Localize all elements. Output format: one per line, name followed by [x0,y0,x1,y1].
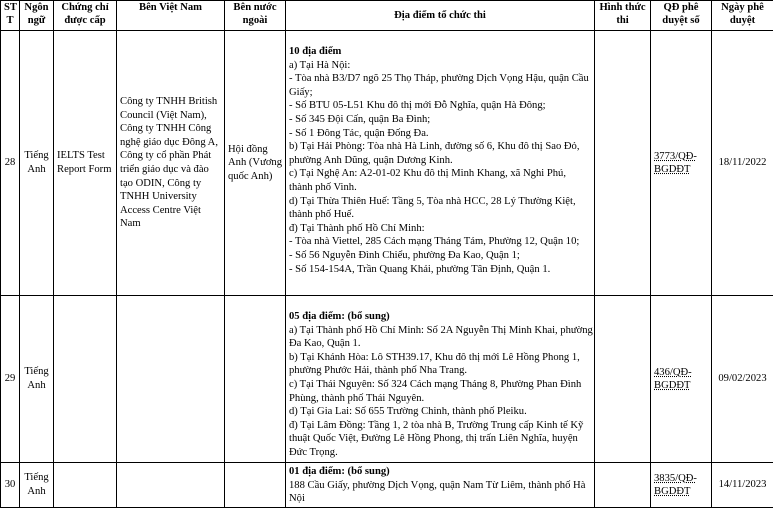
cell-ben-nn [225,463,286,508]
header-row [1,1,773,31]
location-line: thành phố Huế. [289,208,591,222]
location-count: 05 địa điểm: (bổ sung) [289,310,591,324]
qd-number-link[interactable]: 3773/QĐ- [654,150,708,163]
cell-qd[interactable] [651,31,712,296]
cell-dia-diem [286,31,595,296]
cell-ngon-ngu: Tiếng Anh [20,463,54,508]
location-line: - Số BTU 05-L51 Khu đô thị mới Đỗ Nghĩa, quận Hà Đông; [289,99,591,113]
header-ben-nn: Bên nước ngoài [225,1,286,31]
location-line: đ) Tại Thành phố Hồ Chí Minh: [289,222,591,236]
location-line: - Số 345 Đội Cấn, quận Ba Đình; [289,113,591,127]
location-line: - Số 154-154A, Trần Quang Khải, phường Tân Định, Quận 1. [289,263,591,277]
location-line: c) Tại Thái Nguyên: Số 324 Cách mạng Tháng 8, Phường Phan Đình [289,378,591,392]
location-line: b) Tại Khánh Hòa: Lô STH39.17, Khu đô thị mới Lê Hồng Phong 1, [289,351,591,365]
cell-hinh-thuc [595,31,651,296]
cell-stt: 30 [1,463,20,508]
location-line: c) Tại Nghệ An: A2-01-02 Khu đô thị Minh Khang, xã Nghi Phú, [289,167,591,181]
header-ngon-ngu: Ngôn ngữ [20,1,54,31]
cell-ben-vn [117,463,225,508]
location-count: 01 địa điểm: (bổ sung) [289,465,591,479]
cell-ngon-ngu: Tiếng Anh [20,31,54,296]
location-line: đ) Tại Lâm Đồng: Tầng 1, 2 tòa nhà B, Trường Trung cấp Kinh tế Kỹ [289,419,591,433]
location-line: phường Anh Dũng, quận Dương Kinh. [289,154,591,168]
qd-number-link[interactable]: BGDĐT [654,163,708,176]
header-ben-vn: Bên Việt Nam [117,1,225,31]
cell-qd[interactable] [651,463,712,508]
location-line: thành phố Vinh. [289,181,591,195]
cell-hinh-thuc [595,463,651,508]
qd-number-link[interactable]: 3835/QĐ- [654,472,708,485]
cell-chung-chi [54,296,117,463]
cell-stt: 28 [1,31,20,296]
cell-chung-chi: IELTS Test Report Form [54,31,117,296]
location-line: - Tòa nhà B3/D7 ngõ 25 Thọ Tháp, phường Dịch Vọng Hậu, quận Cầu [289,72,591,86]
cell-ben-nn [225,296,286,463]
header-hinh-thuc: Hình thức thi [595,1,651,31]
table-row [1,296,773,463]
location-line: d) Tại Thừa Thiên Huế: Tầng 5, Tòa nhà HCC, 28 Lý Thường Kiệt, [289,195,591,209]
cell-qd[interactable] [651,296,712,463]
cell-ngay: 14/11/2023 [712,463,773,508]
location-line: d) Tại Gia Lai: Số 655 Trường Chinh, thành phố Pleiku. [289,405,591,419]
cell-ben-vn: Công ty TNHH British Council (Việt Nam), Công ty TNHH Công nghệ giáo dục Đông A, Công ty cổ phần Phát triển giáo dục và đào tạo ODIN, Công ty TNHH University Access Centre Việt Nam [117,31,225,296]
qd-number-link[interactable]: 436/QĐ- [654,366,708,379]
cell-stt: 29 [1,296,20,463]
location-line: thuật Quốc Việt, Đường Lê Hồng Phong, thị trấn Liên Nghĩa, huyện [289,432,591,446]
location-line: Phùng, thành phố Thái Nguyên. [289,392,591,406]
header-qd: QĐ phê duyệt số [651,1,712,31]
qd-number-link[interactable]: BGDĐT [654,379,708,392]
cell-chung-chi [54,463,117,508]
location-line: phường Phước Hải, thành phố Nha Trang. [289,364,591,378]
location-line: Đức Trọng. [289,446,591,460]
location-line: a) Tại Thành phố Hồ Chí Minh: Số 2A Nguyễn Thị Minh Khai, phường [289,324,591,338]
header-ngay: Ngày phê duyệt [712,1,773,31]
location-line: b) Tại Hải Phòng: Tòa nhà Hà Linh, đường số 6, Khu đô thị Sao Đỏ, [289,140,591,154]
cell-dia-diem [286,296,595,463]
cell-ngay: 09/02/2023 [712,296,773,463]
cell-ngay: 18/11/2022 [712,31,773,296]
cell-ben-nn: Hội đồng Anh (Vương quốc Anh) [225,31,286,296]
table-row [1,463,773,508]
cell-dia-diem [286,463,595,508]
location-line: Đa Kao, Quận 1. [289,337,591,351]
location-line: Giấy; [289,86,591,100]
cell-ben-vn [117,296,225,463]
location-line: - Số 56 Nguyễn Đình Chiểu, phường Đa Kao, Quận 1; [289,249,591,263]
location-line: Nội [289,492,591,506]
header-chung-chi: Chứng chỉ được cấp [54,1,117,31]
cell-ngon-ngu: Tiếng Anh [20,296,54,463]
location-line: a) Tại Hà Nội: [289,59,591,73]
header-stt: ST T [1,1,20,31]
location-line: - Tòa nhà Viettel, 285 Cách mạng Tháng Tám, Phường 12, Quận 10; [289,235,591,249]
location-line: - Số 1 Đông Tác, quận Đống Đa. [289,127,591,141]
cell-hinh-thuc [595,296,651,463]
location-line: 188 Cầu Giấy, phường Dịch Vọng, quận Nam Từ Liêm, thành phố Hà [289,479,591,493]
table-row [1,31,773,296]
qd-number-link[interactable]: BGDĐT [654,485,708,498]
header-dia-diem: Địa điểm tổ chức thi [286,1,595,31]
location-count: 10 địa điểm [289,45,591,59]
